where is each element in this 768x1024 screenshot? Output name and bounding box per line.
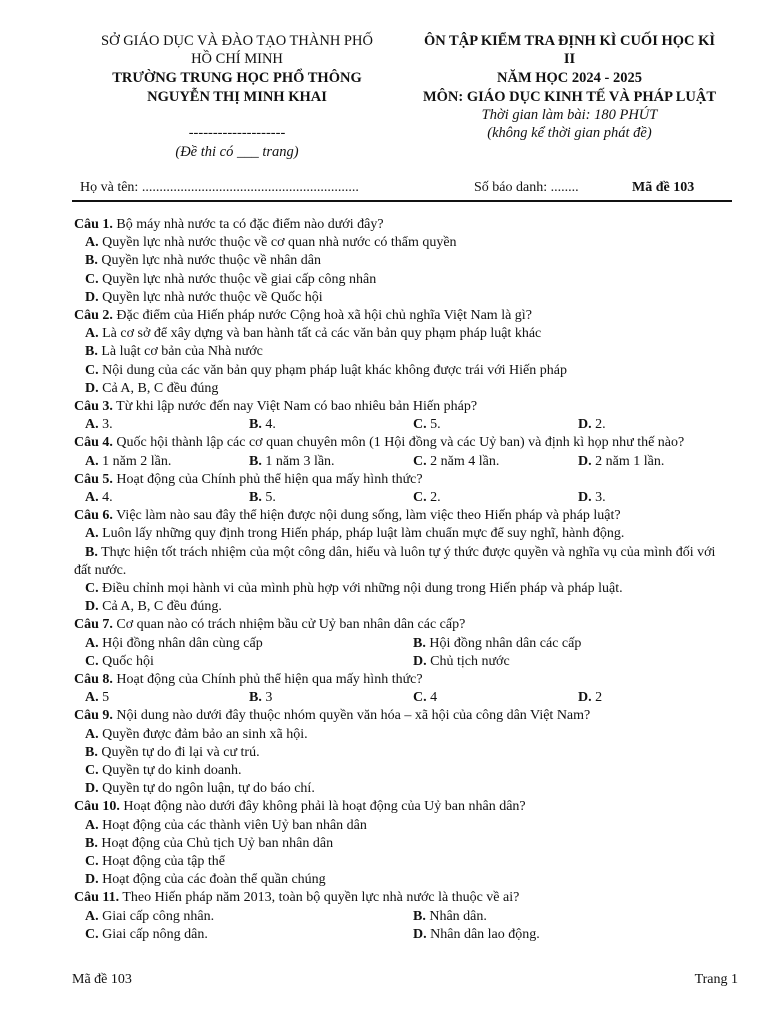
- option-letter: A.: [85, 326, 99, 342]
- school-line-2: NGUYỄN THỊ MINH KHAI: [147, 89, 327, 105]
- question-text: Quốc hội thành lập các cơ quan chuyên môn (1 Hội đồng và các Uỷ ban) và định kì họp như thế nào?: [112, 435, 685, 451]
- option-text: Hoạt động của các đoàn thể quần chúng: [102, 872, 326, 888]
- option-d: D. 2: [578, 690, 603, 706]
- options-row: [74, 489, 734, 507]
- school-year: NĂM HỌC 2024 - 2025: [497, 70, 642, 86]
- option-text: Nội dung của các văn bản quy phạm pháp luật khác không được trái với Hiến pháp: [102, 362, 567, 378]
- option-c: C. 5.: [413, 417, 441, 433]
- option-text: Cả A, B, C đều đúng.: [102, 599, 222, 615]
- time-limit: Thời gian làm bài: 180 PHÚT: [481, 107, 658, 123]
- option-a: [74, 726, 734, 744]
- question-label: Câu 11.: [74, 890, 120, 906]
- question-11: [74, 889, 734, 907]
- dept-line-1: SỞ GIÁO DỤC VÀ ĐÀO TẠO THÀNH PHỐ: [101, 33, 373, 49]
- option-letter: B.: [85, 344, 98, 360]
- question-label: Câu 9.: [74, 708, 113, 724]
- option-letter: D.: [85, 872, 99, 888]
- option-a: A. 3.: [85, 417, 113, 433]
- question-8: [74, 671, 734, 689]
- option-c: C. 2 năm 4 lần.: [413, 453, 500, 469]
- option-letter: B.: [85, 544, 98, 560]
- option-letter: D.: [85, 599, 99, 615]
- option-letter: B.: [85, 744, 98, 760]
- option-letter: B.: [85, 253, 98, 269]
- option-b: B. 1 năm 3 lần.: [249, 453, 335, 469]
- question-text: Từ khi lập nước đến nay Việt Nam có bao nhiêu bản Hiến pháp?: [112, 399, 478, 415]
- option-text: Là cơ sở để xây dựng và ban hành tất cả các văn bản quy phạm pháp luật khác: [102, 326, 542, 342]
- option-letter: C.: [85, 581, 99, 597]
- question-label: Câu 5.: [74, 471, 113, 487]
- option-text: Quyền được đảm bảo an sinh xã hội.: [102, 726, 308, 742]
- question-7: [74, 616, 734, 634]
- option-text: Hoạt động của Chủ tịch Uỷ ban nhân dân: [101, 835, 334, 851]
- option-text: Cả A, B, C đều đúng: [102, 380, 219, 396]
- option-c: C. 2.: [413, 490, 441, 506]
- question-2: [74, 307, 734, 325]
- exam-title-line-2: II: [563, 51, 576, 67]
- exam-header: [72, 32, 732, 162]
- option-text: Luôn lấy những quy định trong Hiến pháp, pháp luật làm chuẩn mực để suy nghĩ, hành động.: [102, 526, 625, 542]
- option-text: Là luật cơ bản của Nhà nước: [101, 344, 263, 360]
- option-text: Quyền lực nhà nước thuộc về Quốc hội: [102, 289, 323, 305]
- option-b: [74, 252, 734, 270]
- option-b: [74, 343, 734, 361]
- option-text: Điều chỉnh mọi hành vi của mình phù hợp với những nội dung trong Hiến pháp và pháp luật.: [102, 581, 623, 597]
- exam-code: Mã đề 103: [632, 180, 695, 195]
- option-text: Quyền lực nhà nước thuộc về nhân dân: [101, 253, 322, 269]
- option-a: A. 1 năm 2 lần.: [85, 453, 172, 469]
- option-c: C. Quốc hội: [85, 653, 154, 669]
- option-letter: D.: [85, 380, 99, 396]
- option-d: D. Nhân dân lao động.: [413, 926, 540, 942]
- option-c: [74, 271, 734, 289]
- option-text: Hoạt động của tập thể: [102, 854, 225, 870]
- option-d: D. 3.: [578, 490, 606, 506]
- option-letter: C.: [85, 763, 99, 778]
- option-letter: C.: [85, 362, 99, 378]
- option-text: Quyền lực nhà nước thuộc về cơ quan nhà nước có thẩm quyền: [102, 235, 457, 251]
- option-c: [74, 580, 734, 598]
- question-text: Theo Hiến pháp năm 2013, toàn bộ quyền lực nhà nước là thuộc về ai?: [119, 890, 520, 906]
- question-9: [74, 707, 734, 725]
- page-number: Trang 1: [694, 972, 738, 987]
- option-c: C. Giai cấp nông dân.: [85, 926, 208, 942]
- option-c: [74, 853, 734, 871]
- pages-note: (Đề thi có ___ trang): [175, 144, 299, 160]
- option-d: [74, 289, 734, 307]
- question-text: Cơ quan nào có trách nhiệm bầu cử Uỷ ban nhân dân các cấp?: [112, 617, 466, 633]
- option-letter: C.: [85, 271, 99, 287]
- exam-title-line-1: ÔN TẬP KIỂM TRA ĐỊNH KÌ CUỐI HỌC KÌ: [423, 33, 716, 49]
- option-text: Quyền tự do kinh doanh.: [102, 763, 242, 778]
- option-letter: B.: [85, 835, 98, 851]
- option-b: B. Hội đồng nhân dân các cấp: [413, 635, 582, 651]
- option-b: B. 4.: [249, 417, 276, 433]
- option-b: B. 5.: [249, 490, 276, 506]
- question-label: Câu 10.: [74, 799, 120, 815]
- option-a: [74, 525, 734, 543]
- option-letter: A.: [85, 235, 99, 251]
- school-line-1: TRƯỜNG TRUNG HỌC PHỔ THÔNG: [112, 70, 362, 86]
- option-a: [74, 817, 734, 835]
- option-a: [74, 325, 734, 343]
- option-text: Hoạt động của các thành viên Uỷ ban nhân dân: [102, 817, 367, 833]
- options-row: [74, 635, 734, 653]
- option-b: [74, 544, 734, 580]
- question-6: [74, 507, 734, 525]
- option-c: [74, 762, 734, 780]
- option-c: C. 4: [413, 690, 438, 706]
- option-letter: A.: [85, 817, 99, 833]
- option-text: Quyền tự do ngôn luận, tự do báo chí.: [102, 781, 315, 797]
- option-text: Quyền tự do đi lại và cư trú.: [101, 744, 260, 760]
- option-letter: A.: [85, 526, 99, 542]
- question-label: Câu 7.: [74, 617, 113, 633]
- options-row: [74, 416, 734, 434]
- question-10: [74, 798, 734, 816]
- option-b: B. 3: [249, 690, 273, 706]
- option-b: B. Nhân dân.: [413, 908, 487, 924]
- options-row: [74, 908, 734, 926]
- option-a: A. 5: [85, 690, 110, 706]
- question-label: Câu 8.: [74, 672, 113, 687]
- header-dashes: --------------------: [188, 125, 286, 141]
- option-b: [74, 835, 734, 853]
- option-d: [74, 780, 734, 798]
- question-text: Bộ máy nhà nước ta có đặc điểm nào dưới đây?: [112, 217, 384, 232]
- question-text: Đặc điểm của Hiến pháp nước Cộng hoà xã hội chủ nghĩa Việt Nam là gì?: [112, 308, 532, 324]
- question-text: Hoạt động của Chính phủ thể hiện qua mấy hình thức?: [112, 471, 423, 487]
- question-label: Câu 3.: [74, 399, 113, 415]
- subject: MÔN: GIÁO DỤC KINH TẾ VÀ PHÁP LUẬT: [422, 89, 717, 105]
- option-letter: D.: [85, 781, 99, 797]
- options-row: [74, 453, 734, 471]
- option-d: D. 2.: [578, 417, 606, 433]
- student-name-field: Họ và tên: ..............................................................: [80, 180, 359, 195]
- option-d: D. Chủ tịch nước: [413, 653, 510, 669]
- options-row: [74, 653, 734, 671]
- option-letter: A.: [85, 726, 99, 742]
- options-row: [74, 689, 734, 707]
- option-a: [74, 234, 734, 252]
- question-text: Việc làm nào sau đây thể hiện được nội dung sống, làm việc theo Hiến pháp và pháp luật?: [112, 508, 621, 524]
- question-label: Câu 6.: [74, 508, 113, 524]
- option-text: Thực hiện tốt trách nhiệm của một công dân, hiểu và luôn tự ý thức được quyền và nghĩa vụ của mình đối với đất nước.: [74, 544, 716, 578]
- option-d: D. 2 năm 1 lần.: [578, 453, 665, 469]
- option-c: [74, 362, 734, 380]
- candidate-number-field: Số báo danh: ........: [474, 180, 579, 195]
- question-text: Hoạt động của Chính phủ thể hiện qua mấy hình thức?: [112, 672, 423, 687]
- option-letter: D.: [85, 289, 99, 305]
- question-text: Nội dung nào dưới đây thuộc nhóm quyền văn hóa – xã hội của công dân Việt Nam?: [112, 708, 591, 724]
- option-d: [74, 598, 734, 616]
- option-d: [74, 871, 734, 889]
- option-text: Quyền lực nhà nước thuộc về giai cấp công nhân: [102, 271, 377, 287]
- option-a: A. Hội đồng nhân dân cùng cấp: [85, 635, 263, 651]
- question-1: [74, 216, 734, 234]
- dept-line-2: HỒ CHÍ MINH: [191, 51, 283, 67]
- question-list: [74, 216, 734, 944]
- footer-exam-code: Mã đề 103: [72, 972, 132, 987]
- question-3: [74, 398, 734, 416]
- question-5: [74, 471, 734, 489]
- options-row: [74, 926, 734, 944]
- question-label: Câu 2.: [74, 308, 113, 324]
- question-4: [74, 434, 734, 452]
- option-d: [74, 380, 734, 398]
- option-letter: C.: [85, 854, 99, 870]
- option-a: A. 4.: [85, 490, 113, 506]
- question-text: Hoạt động nào dưới đây không phải là hoạt động của Uỷ ban nhân dân?: [119, 799, 526, 815]
- question-label: Câu 4.: [74, 435, 113, 451]
- time-note: (không kể thời gian phát đề): [487, 125, 652, 141]
- question-label: Câu 1.: [74, 217, 113, 232]
- option-a: A. Giai cấp công nhân.: [85, 908, 215, 924]
- option-b: [74, 744, 734, 762]
- student-info-line: [72, 178, 732, 202]
